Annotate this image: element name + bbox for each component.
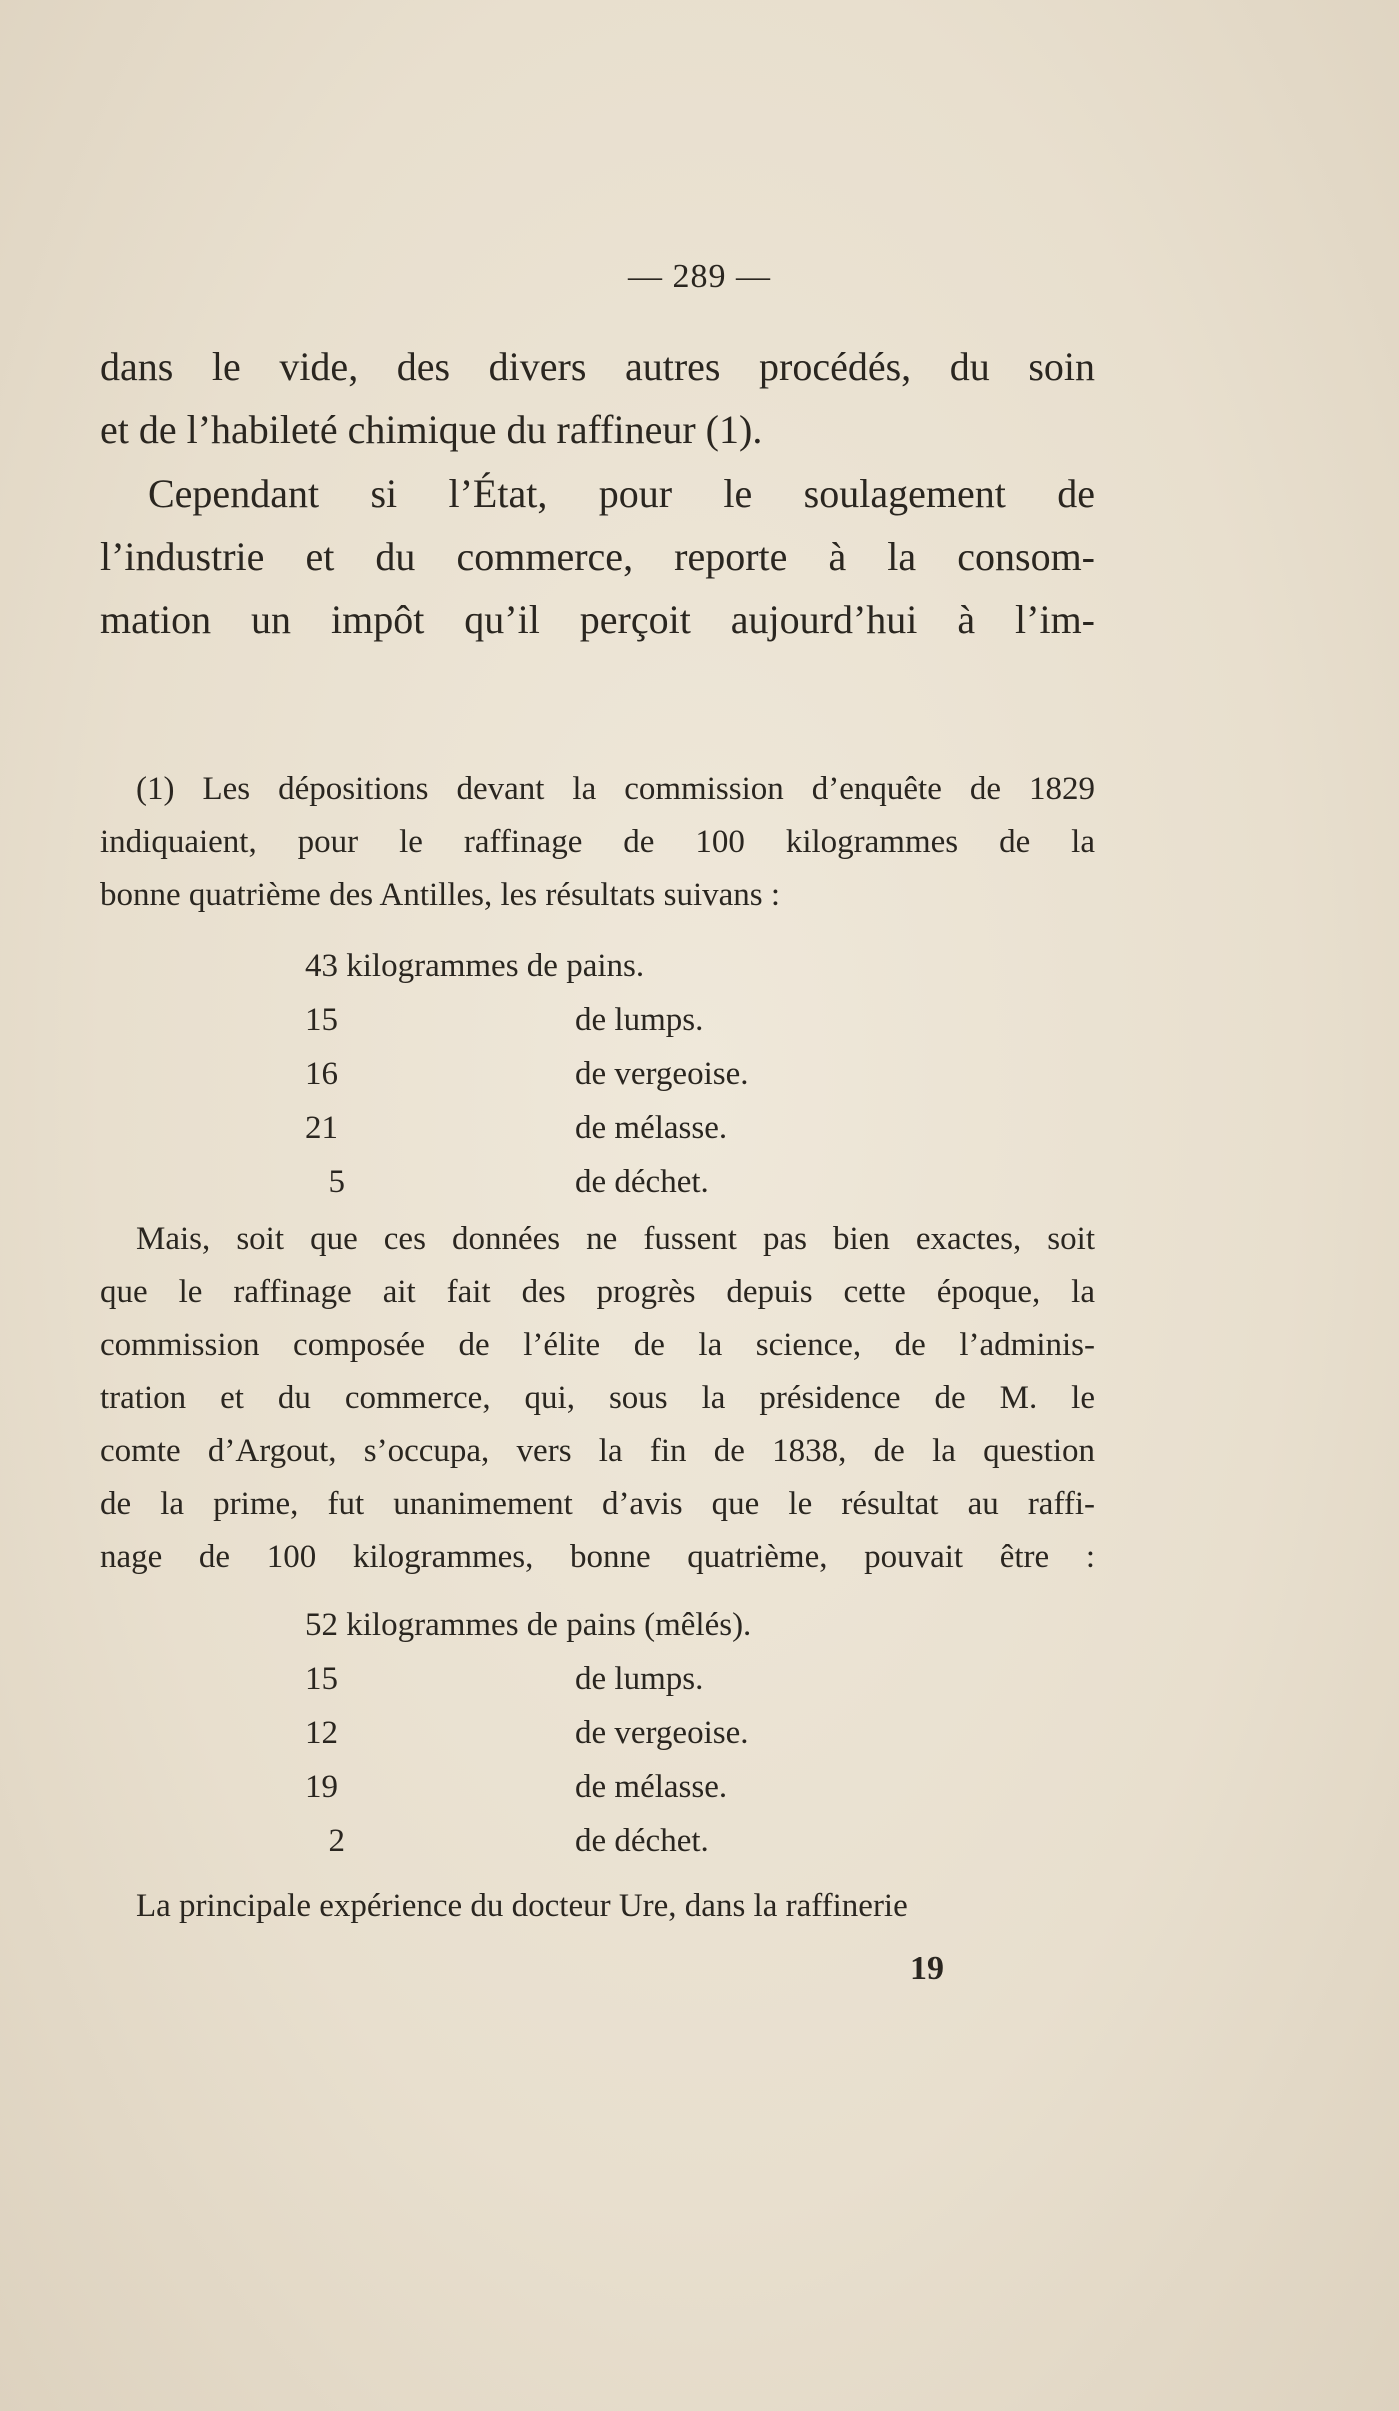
yield-table-1829: [305, 939, 905, 1209]
table-row: [305, 993, 905, 1047]
row-label: de vergeoise.: [575, 1056, 749, 1092]
text-line: et de l’habileté chimique du raffineur (1).: [100, 407, 763, 452]
row-label: de mélasse.: [575, 1110, 728, 1146]
table-row: [305, 1652, 905, 1706]
text-line: mation un impôt qu’il perçoit aujourd’hui à l’im-: [100, 597, 1095, 642]
page-number: — 289 —: [628, 258, 771, 295]
row-quantity: 16: [305, 1056, 338, 1092]
row-text: 43 kilogrammes de pains.: [305, 948, 645, 984]
row-label: de lumps.: [575, 1661, 704, 1697]
row-label: de lumps.: [575, 1002, 704, 1038]
row-label: de déchet.: [575, 1164, 709, 1200]
row-label: de vergeoise.: [575, 1715, 749, 1751]
table-row: [305, 1101, 905, 1155]
text-line: La principale expérience du docteur Ure, dans la raffinerie: [136, 1888, 908, 1924]
text-line: nage de 100 kilogrammes, bonne quatrième, pouvait être :: [100, 1539, 1095, 1575]
row-quantity: 12: [305, 1715, 338, 1751]
text-line: Mais, soit que ces données ne fussent pas bien exactes, soit: [136, 1221, 1095, 1257]
footnote-middle: [100, 1213, 1095, 1584]
text-line: dans le vide, des divers autres procédés, du soin: [100, 344, 1095, 389]
row-label: de déchet.: [575, 1823, 709, 1859]
text-line: comte d’Argout, s’occupa, vers la fin de 1838, de la question: [100, 1433, 1095, 1469]
row-quantity: 21: [305, 1110, 338, 1146]
main-paragraph-2: [100, 462, 1095, 651]
table-row: [305, 1598, 905, 1652]
yield-table-1838: [305, 1598, 905, 1868]
row-text: 52 kilogrammes de pains (mêlés).: [305, 1607, 752, 1643]
table-row: [305, 1760, 905, 1814]
text-line: l’industrie et du commerce, reporte à la consom-: [100, 534, 1095, 579]
row-quantity: 2: [328, 1823, 345, 1859]
row-quantity: 15: [305, 1661, 338, 1697]
row-quantity: 15: [305, 1002, 338, 1038]
row-quantity: 5: [328, 1164, 345, 1200]
table-row: [305, 1155, 905, 1209]
text-line: commission composée de l’élite de la science, de l’adminis-: [100, 1327, 1095, 1363]
text-line: que le raffinage ait fait des progrès depuis cette époque, la: [100, 1274, 1095, 1310]
table-row: [305, 1706, 905, 1760]
table-row: [305, 939, 905, 993]
text-line: (1) Les dépositions devant la commission d’enquête de 1829: [136, 771, 1095, 807]
text-line: Cependant si l’État, pour le soulagement de: [148, 471, 1095, 516]
row-quantity: 19: [305, 1769, 338, 1805]
signature-mark: 19: [910, 1950, 944, 1987]
text-line: indiquaient, pour le raffinage de 100 kilogrammes de la: [100, 824, 1095, 860]
table-row: [305, 1047, 905, 1101]
text-line: bonne quatrième des Antilles, les résultats suivans :: [100, 877, 781, 913]
footnote-closing: [100, 1880, 1095, 1933]
row-label: de mélasse.: [575, 1769, 728, 1805]
main-paragraph-1: [100, 335, 1095, 461]
text-line: de la prime, fut unanimement d’avis que le résultat au raffi-: [100, 1486, 1095, 1522]
footnote-intro: [100, 763, 1095, 922]
table-row: [305, 1814, 905, 1868]
text-line: tration et du commerce, qui, sous la présidence de M. le: [100, 1380, 1095, 1416]
